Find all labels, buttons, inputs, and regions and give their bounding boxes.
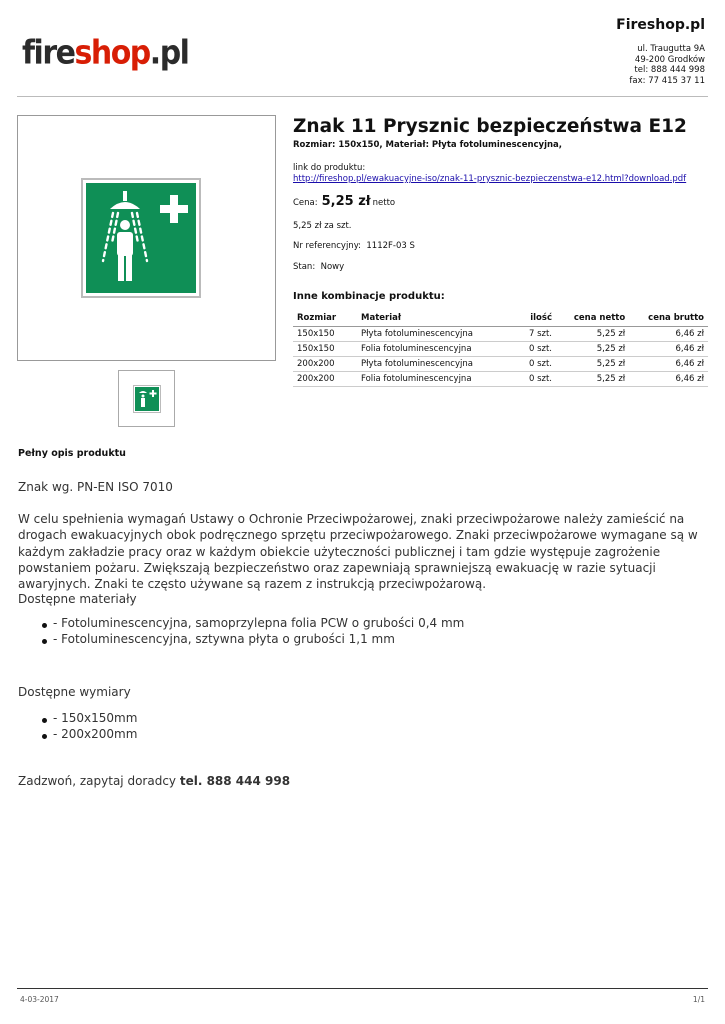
col-qty-header: ilość [522, 311, 556, 326]
col-gross-header: cena brutto [629, 311, 708, 326]
standard-text: Znak wg. PN-EN ISO 7010 [18, 480, 173, 494]
list-item: - Fotoluminescencyjna, sztywna płyta o grubości 1,1 mm [40, 631, 464, 647]
table-header-row [293, 311, 708, 326]
cell-gross: 6,46 zł [629, 356, 708, 371]
list-item: - Fotoluminescencyjna, samoprzylepna folia PCW o grubości 0,4 mm [40, 615, 464, 631]
price-row [293, 194, 395, 209]
cell-size: 200x200 [293, 356, 357, 371]
cell-qty: 0 szt. [522, 341, 556, 356]
reference-number [293, 241, 415, 251]
product-main-image[interactable] [17, 115, 276, 361]
cell-net: 5,25 zł [556, 371, 629, 386]
company-address [629, 44, 705, 86]
cell-net: 5,25 zł [556, 326, 629, 341]
combinations-table [293, 311, 708, 387]
footer-divider [17, 988, 708, 989]
contact-line [18, 773, 290, 789]
state-label: Stan: [293, 262, 316, 272]
col-material-header: Materiał [357, 311, 522, 326]
reference-label: Nr referencyjny: [293, 241, 361, 251]
table-row [293, 341, 708, 356]
product-thumbnail[interactable] [118, 370, 175, 427]
product-title: Znak 11 Prysznic bezpieczeństwa E12 [293, 116, 687, 137]
company-street: ul. Traugutta 9A [637, 44, 705, 54]
cell-qty: 0 szt. [522, 356, 556, 371]
product-link-label: link do produktu: [293, 163, 366, 173]
reference-value: 1112F-03 S [366, 241, 415, 251]
cell-gross: 6,46 zł [629, 326, 708, 341]
unit-price: 5,25 zł za szt. [293, 221, 352, 231]
cell-material: Folia fotoluminescencyjna [357, 371, 522, 386]
safety-shower-icon [86, 183, 196, 293]
company-name: Fireshop.pl [616, 17, 705, 33]
cell-qty: 7 szt. [522, 326, 556, 341]
table-row [293, 356, 708, 371]
price-value: 5,25 zł [321, 194, 371, 209]
combinations-title: Inne kombinacje produktu: [293, 291, 445, 302]
price-suffix: netto [372, 198, 396, 208]
cell-qty: 0 szt. [522, 371, 556, 386]
cell-size: 150x150 [293, 326, 357, 341]
cell-gross: 6,46 zł [629, 371, 708, 386]
cell-net: 5,25 zł [556, 341, 629, 356]
safety-shower-thumb-icon [133, 385, 161, 413]
cell-net: 5,25 zł [556, 356, 629, 371]
cell-material: Płyta fotoluminescencyjna [357, 356, 522, 371]
table-row [293, 326, 708, 341]
col-size-header: Rozmiar [293, 311, 357, 326]
cell-material: Folia fotoluminescencyjna [357, 341, 522, 356]
table-row [293, 371, 708, 386]
company-fax: fax: 77 415 37 11 [629, 75, 705, 86]
product-variant: Rozmiar: 150x150, Materiał: Płyta fotoluminescencyjna, [293, 140, 563, 150]
list-item: - 150x150mm [40, 710, 137, 726]
materials-title: Dostępne materiały [18, 592, 137, 606]
company-tel: tel: 888 444 998 [634, 65, 705, 75]
product-state [293, 262, 344, 272]
contact-phone: tel. 888 444 998 [179, 774, 291, 788]
list-item: - 200x200mm [40, 726, 137, 742]
cell-material: Płyta fotoluminescencyjna [357, 326, 522, 341]
contact-text: Zadzwoń, zapytaj doradcy [18, 774, 177, 788]
header-divider [17, 96, 708, 97]
cell-size: 200x200 [293, 371, 357, 386]
company-city: 49-200 Grodków [634, 54, 705, 65]
dimensions-title: Dostępne wymiary [18, 685, 131, 699]
footer-date: 4-03-2017 [20, 995, 59, 1004]
description-title: Pełny opis produktu [18, 448, 126, 459]
state-value: Nowy [320, 262, 345, 272]
safety-shower-sign [81, 178, 201, 298]
materials-list [40, 615, 464, 648]
cell-gross: 6,46 zł [629, 341, 708, 356]
description-paragraph: W celu spełnienia wymagań Ustawy o Ochronie Przeciwpożarowej, znaki przeciwpożarowe należy zamieścić na drogach ewakuacyjnych obok podręcznego sprzętu przeciwpożarowego. Znaki przeciwpożarowe wymagane są w każdym zakładzie pracy oraz w każdym obiekcie użyteczności publicznej i tam gdzie występuje zagrożenie powstaniem pożaru. Zwiększają bezpieczeństwo oraz zapewniają sprawniejszą ewakuację w razie sytuacji awaryjnych. Znaki te często używane są razem z instrukcją przeciwpożarową. [18, 512, 698, 592]
col-net-header: cena netto [556, 311, 629, 326]
dimensions-list [40, 710, 137, 743]
fireshop-logo: fireshop.pl [22, 34, 189, 73]
cell-size: 150x150 [293, 341, 357, 356]
price-label: Cena: [293, 198, 318, 208]
product-link[interactable]: http://fireshop.pl/ewakuacyjne-iso/znak-11-prysznic-bezpieczenstwa-e12.html?download.pdf [293, 174, 687, 184]
footer-page-number: 1/1 [692, 995, 705, 1004]
